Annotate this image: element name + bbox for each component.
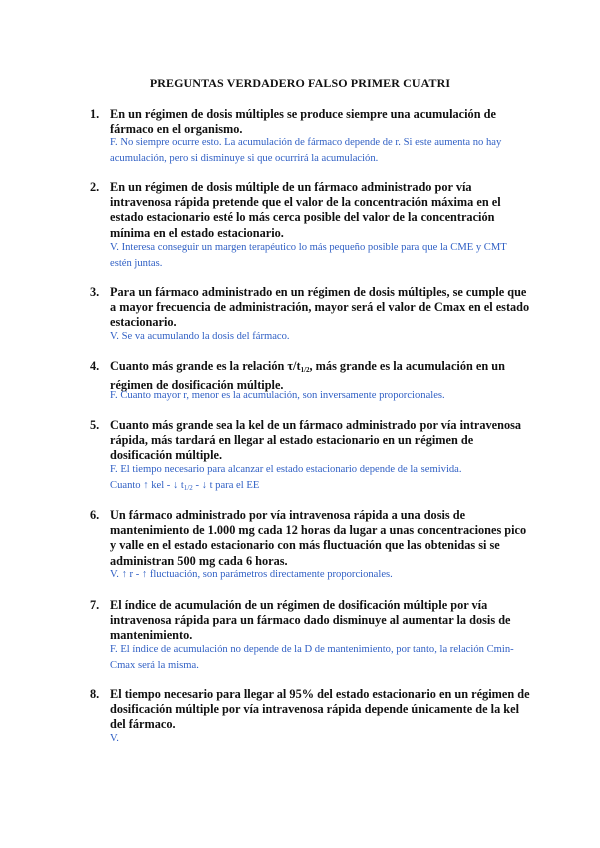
question-text: En un régimen de dosis múltiple de un fármaco administrado por vía intravenosa rápida pretende que el valor de la concentración máxima en el estado estacionario esté lo más cerca posible del valor de la concentración mínima en el estado estacionario. <box>110 180 501 240</box>
answer-text: F. El índice de acumulación no depende de la D de mantenimiento, por tanto, la relación Cmin-Cmax será la misma. <box>110 644 514 671</box>
question-text: Cuanto más grande es la relación $\tau/t_{1/2}$, más grande es la acumulación en un régimen de dosificación múltiple. <box>110 359 505 393</box>
question-number: 7. <box>90 598 100 612</box>
answer-text: F. Cuanto mayor r, menor es la acumulación, son inversamente proporcionales. <box>110 390 445 401</box>
answer-text: V. <box>110 733 119 744</box>
question-number: 5. <box>90 418 100 432</box>
question-text: Para un fármaco administrado en un régimen de dosis múltiples, se cumple que a mayor frecuencia de administración, mayor será el valor de Cmax en el estado estacionario. <box>110 285 530 330</box>
question-number: 8. <box>90 687 100 701</box>
answer-text: V. Interesa conseguir un margen terapéutico lo más pequeño posible para que la CME y CMT estén juntas. <box>110 242 507 269</box>
answer-text: V. Se va acumulando la dosis del fármaco. <box>110 331 290 342</box>
question-number: 2. <box>90 180 100 194</box>
question-text: Cuanto más grande sea la kel de un fármaco administrado por vía intravenosa rápida, más tardará en llegar al estado estacionario en un régimen de dosificación múltiple. <box>110 418 522 463</box>
question-number: 6. <box>90 508 100 522</box>
answer-text: F. El tiempo necesario para alcanzar el estado estacionario depende de la semivida. Cuanto ↑ kel - ↓ $t_{1/2}$ - ↓ t para el EE <box>110 464 462 492</box>
document-title: PREGUNTAS VERDADERO FALSO PRIMER CUATRI <box>149 76 451 90</box>
question-text: En un régimen de dosis múltiples se produce siempre una acumulación de fármaco en el organismo. <box>110 107 496 137</box>
answer-text: V. ↑ r - ↑ fluctuación, son parámetros directamente proporcionales. <box>110 569 393 580</box>
question-text: El índice de acumulación de un régimen de dosificación múltiple por vía intravenosa rápida para un fármaco dado disminuye al aumentar la dosis de mantenimiento. <box>110 598 511 643</box>
question-text: Un fármaco administrado por vía intravenosa rápida a una dosis de mantenimiento de 1.000 mg cada 12 horas da lugar a unas concentraciones pico y valle en el estado estacionario con más fluctuación que las obtenidas si se administran 500 mg cada 6 horas. <box>110 508 527 568</box>
answer-text: F. No siempre ocurre esto. La acumulación de fármaco depende de r. Si este aumenta no hay acumulación, pero si disminuye si que ocurrirá la acumulación. <box>110 137 502 164</box>
question-number: 1. <box>90 107 100 121</box>
question-number: 4. <box>90 359 100 373</box>
question-text: El tiempo necesario para llegar al 95% del estado estacionario en un régimen de dosificación múltiple por vía intravenosa rápida depende únicamente de la kel del fármaco. <box>110 687 530 732</box>
question-number: 3. <box>90 285 100 299</box>
